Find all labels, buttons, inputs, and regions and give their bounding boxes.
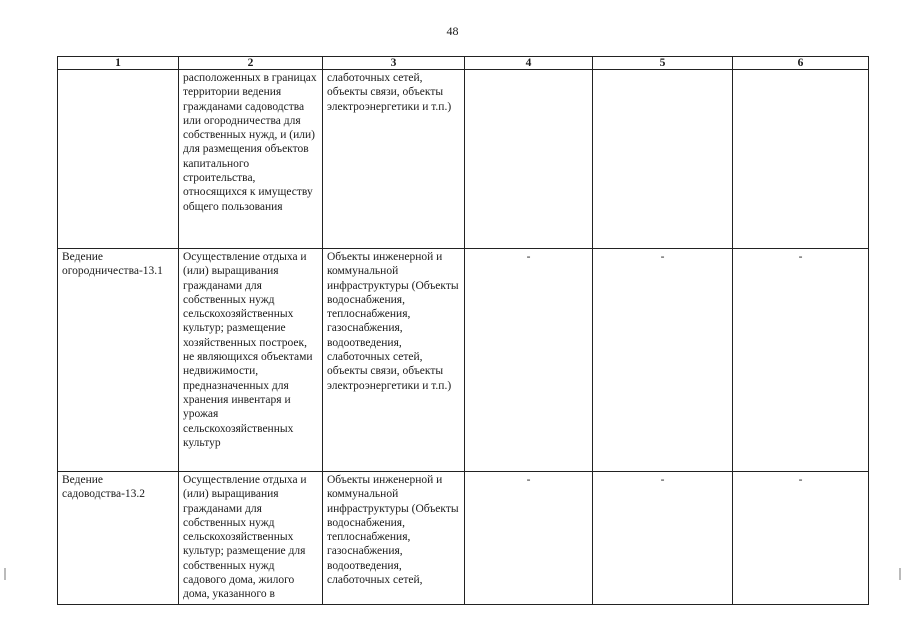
header-col-6: 6: [733, 57, 869, 70]
table-cell: [593, 70, 733, 249]
scan-edge-mark: [899, 568, 901, 580]
header-col-1: 1: [58, 57, 179, 70]
header-col-3: 3: [323, 57, 465, 70]
header-col-2: 2: [179, 57, 323, 70]
regulation-table: [57, 56, 869, 605]
table-cell: Ведение садоводства-13.2: [58, 472, 179, 605]
table-row: [58, 472, 869, 605]
table-cell: Объекты инженерной и коммунальной инфраструктуры (Объекты водоснабжения, теплоснабжения, газоснабжения, водоотведения, слаботочных сетей, объекты связи, объекты электроэнергетики и т.п.): [323, 249, 465, 472]
table-cell: -: [593, 472, 733, 605]
table-cell: -: [465, 249, 593, 472]
header-row: [58, 57, 869, 70]
table-cell: [58, 70, 179, 249]
table-cell: слаботочных сетей, объекты связи, объекты электроэнергетики и т.п.): [323, 70, 465, 249]
header-col-5: 5: [593, 57, 733, 70]
table-cell: -: [733, 472, 869, 605]
header-col-4: 4: [465, 57, 593, 70]
table-cell: [465, 70, 593, 249]
table-cell: -: [593, 249, 733, 472]
table-cell: -: [465, 472, 593, 605]
table-row: [58, 249, 869, 472]
table-row: [58, 70, 869, 249]
table-cell: расположенных в границах территории ведения гражданами садоводства или огородничества для собственных нужд, и (или) для размещения объектов капитального строительства, относящихся к имуществу общего пользования: [179, 70, 323, 249]
table-cell: Объекты инженерной и коммунальной инфраструктуры (Объекты водоснабжения, теплоснабжения, газоснабжения, водоотведения, слаботочных сетей,: [323, 472, 465, 605]
table-cell: -: [733, 249, 869, 472]
table-cell: Осуществление отдыха и (или) выращивания гражданами для собственных нужд сельскохозяйственных культур; размещение для собственных нужд садового дома, жилого дома, указанного в: [179, 472, 323, 605]
table-cell: Осуществление отдыха и (или) выращивания гражданами для собственных нужд сельскохозяйственных культур; размещение хозяйственных построек, не являющихся объектами недвижимости, предназначенных для хранения инвентаря и урожая сельскохозяйственных культур: [179, 249, 323, 472]
scan-edge-mark: [4, 568, 6, 580]
table-cell: [733, 70, 869, 249]
table-cell: Ведение огородничества-13.1: [58, 249, 179, 472]
page-number: 48: [446, 24, 459, 38]
